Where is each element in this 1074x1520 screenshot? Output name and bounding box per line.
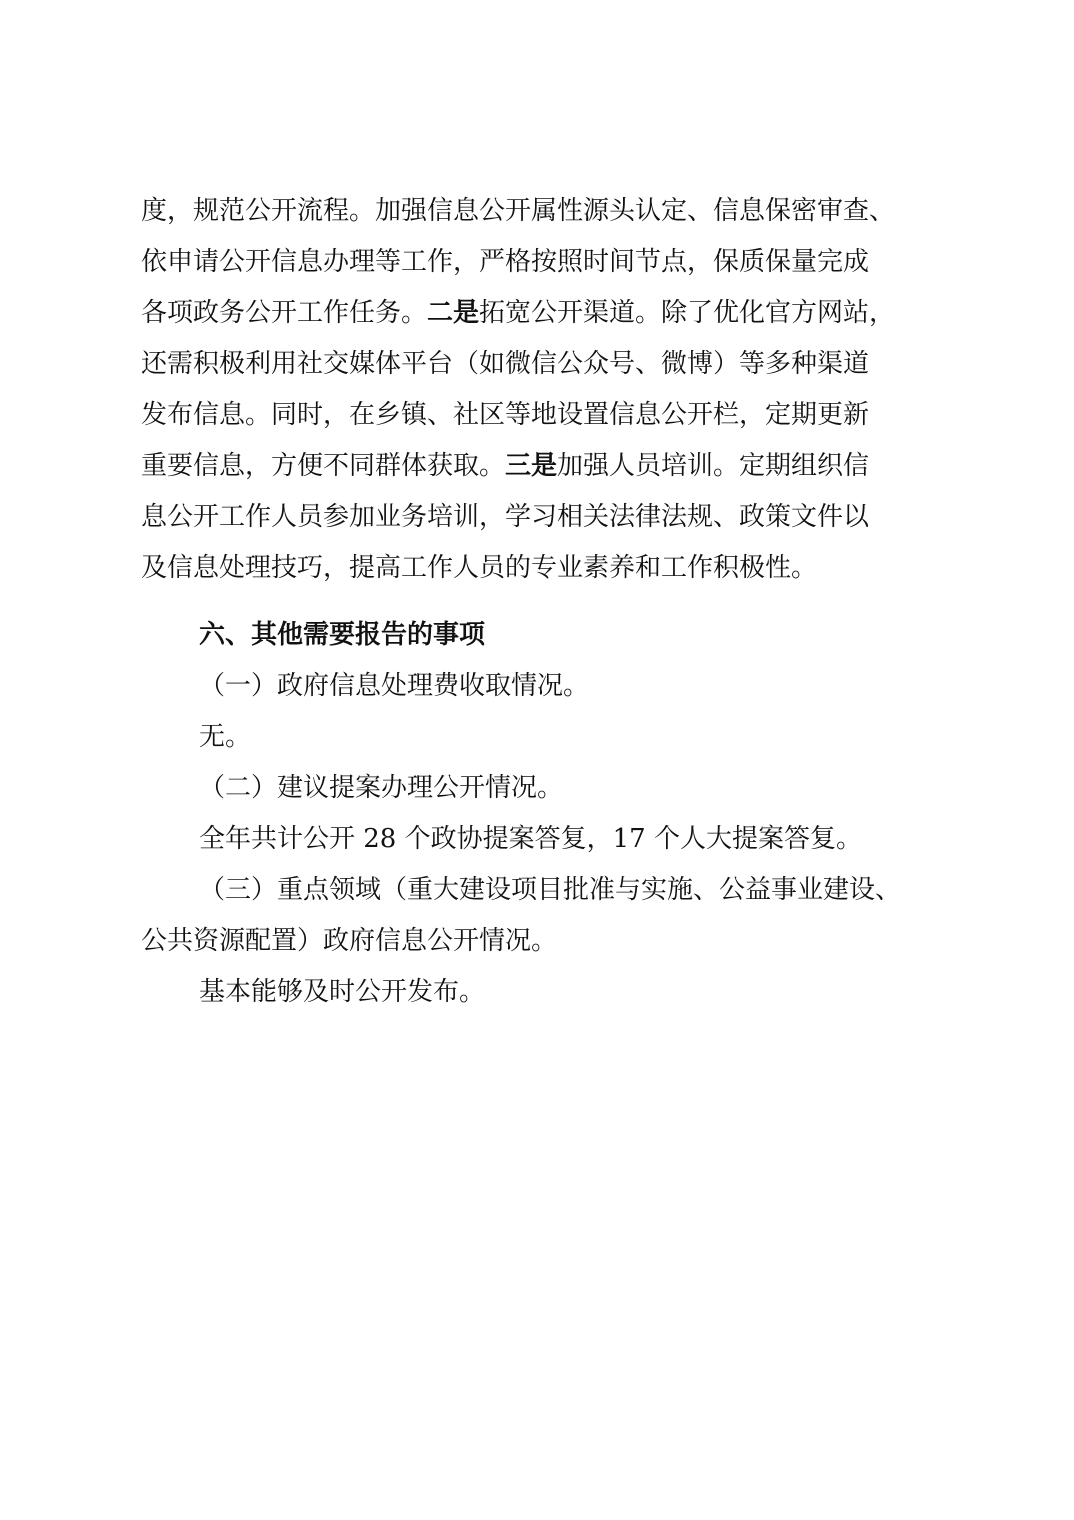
paragraph-line (141, 186, 945, 237)
text-run: 拓宽公开渠道。除了优化官方网站， (479, 298, 896, 328)
section-heading: 六、其他需要报告的事项 (199, 620, 486, 650)
emphasis-second: 二是 (427, 298, 480, 328)
subsection-title-fees: （一）政府信息处理费收取情况。 (199, 671, 590, 701)
subsection-body-proposals: 全年共计公开 28 个政协提案答复，17 个人大提案答复。 (199, 824, 862, 854)
paragraph-line (141, 288, 945, 339)
paragraph-line (141, 339, 945, 390)
text-run: 及信息处理技巧，提高工作人员的专业素养和工作积极性。 (141, 553, 818, 583)
paragraph-line (141, 390, 945, 441)
subsection-body-key-areas: 基本能够及时公开发布。 (199, 977, 486, 1007)
subsection-title-key-areas-cont: 公共资源配置）政府信息公开情况。 (141, 926, 558, 956)
text-run: 发布信息。同时，在乡镇、社区等地设置信息公开栏，定期更新 (141, 400, 870, 430)
text-run: 依申请公开信息办理等工作，严格按照时间节点，保质保量完成 (141, 247, 870, 277)
paragraph-line (141, 543, 945, 594)
document-body (141, 186, 945, 1018)
paragraph-line (141, 237, 945, 288)
text-run: 度，规范公开流程。加强信息公开属性源头认定、信息保密审查、 (141, 196, 896, 226)
subsection-body-fees: 无。 (199, 722, 252, 752)
emphasis-third: 三是 (505, 451, 558, 481)
text-run: 加强人员培训。定期组织信 (557, 451, 870, 481)
paragraph-line (141, 441, 945, 492)
text-run: 各项政务公开工作任务。 (141, 298, 428, 328)
paragraph-line (141, 492, 945, 543)
text-run: 重要信息，方便不同群体获取。 (141, 451, 506, 481)
subsection-title-proposals: （二）建议提案办理公开情况。 (199, 773, 564, 803)
text-run: 息公开工作人员参加业务培训，学习相关法律法规、政策文件以 (141, 502, 870, 532)
text-run: 还需积极利用社交媒体平台（如微信公众号、微博）等多种渠道 (141, 349, 870, 379)
subsection-title-key-areas: （三）重点领域（重大建设项目批准与实施、公益事业建设、 (199, 875, 902, 905)
